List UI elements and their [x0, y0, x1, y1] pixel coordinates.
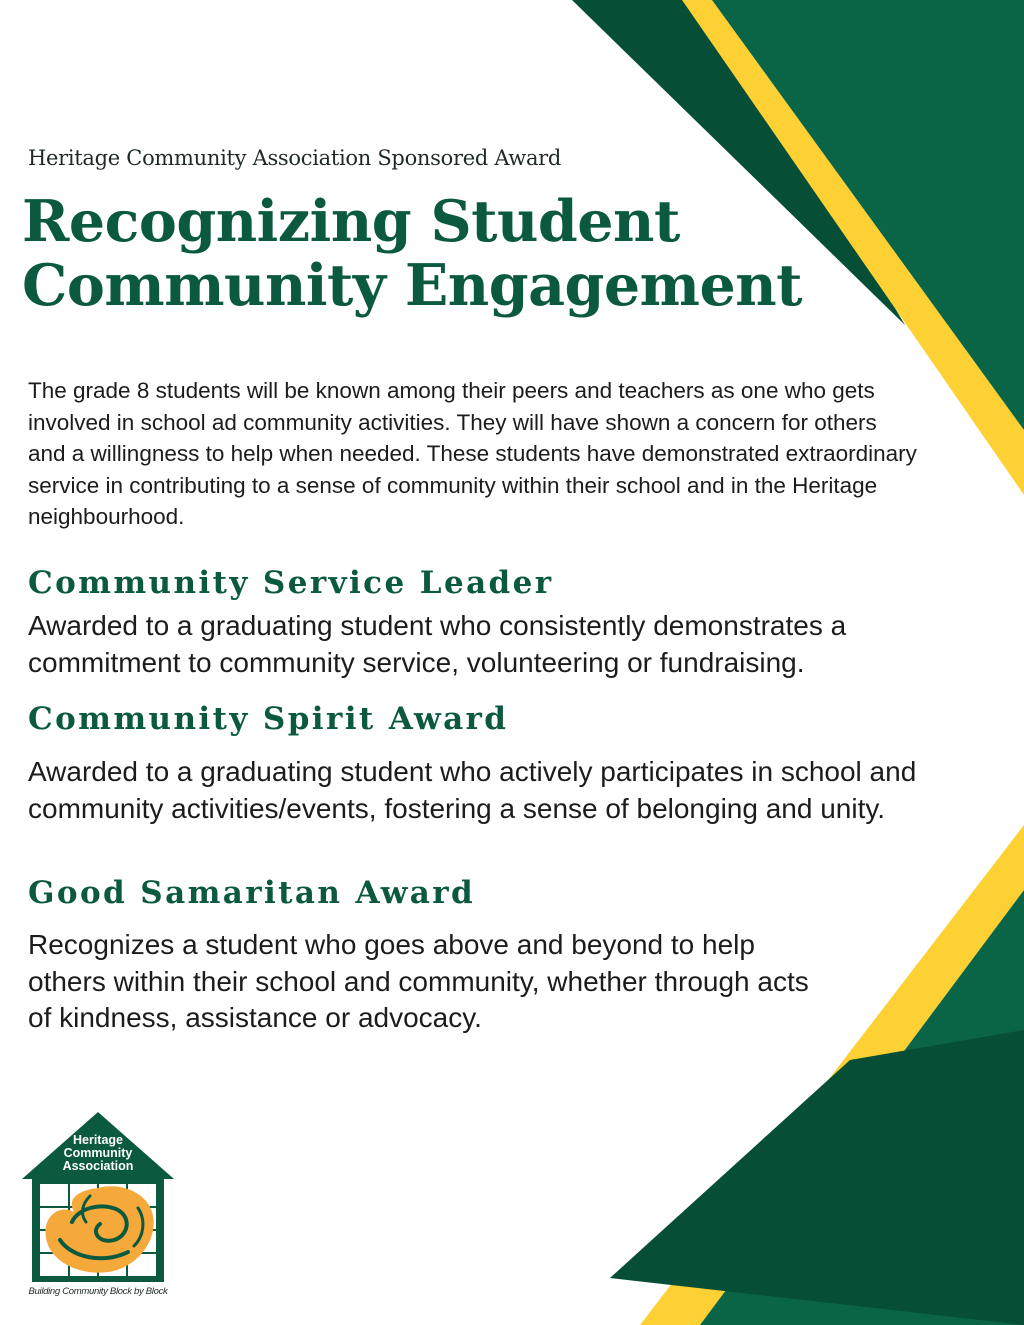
award-title-community-spirit: Community Spirit Award — [28, 701, 509, 737]
title-line-2: Community Engagement — [22, 252, 802, 319]
logo-tagline: Building Community Block by Block — [28, 1286, 168, 1297]
award-desc-good-samaritan: Recognizes a student who goes above and beyond to help others within their school and community, whether through acts of kindness, assistance or advocacy. — [28, 929, 809, 1033]
sponsor-line: Heritage Community Association Sponsored Award — [28, 146, 562, 170]
award-title-community-service-leader: Community Service Leader — [28, 565, 554, 601]
logo-line-1: Heritage — [72, 1133, 124, 1147]
association-logo — [20, 1112, 176, 1302]
award-desc-community-service-leader: Awarded to a graduating student who consistently demonstrates a commitment to community service, volunteering or fundraising. — [28, 610, 847, 678]
intro-paragraph: The grade 8 students will be known among their peers and teachers as one who gets involved in school ad community activities. They will have shown a concern for others and a willingness to help when needed. These students have demonstrated extraordinary service in contributing to a sense of community within their school and in the Heritage neighbourhood. — [28, 378, 917, 529]
logo-title — [20, 1134, 176, 1173]
logo-line-2: Community — [63, 1146, 133, 1160]
logo-line-3: Association — [62, 1159, 134, 1173]
award-title-good-samaritan: Good Samaritan Award — [28, 875, 476, 911]
page-title — [22, 190, 802, 318]
award-desc-community-spirit: Awarded to a graduating student who actively participates in school and community activities/events, fostering a sense of belonging and unity. — [28, 756, 917, 824]
title-line-1: Recognizing Student — [22, 188, 680, 255]
